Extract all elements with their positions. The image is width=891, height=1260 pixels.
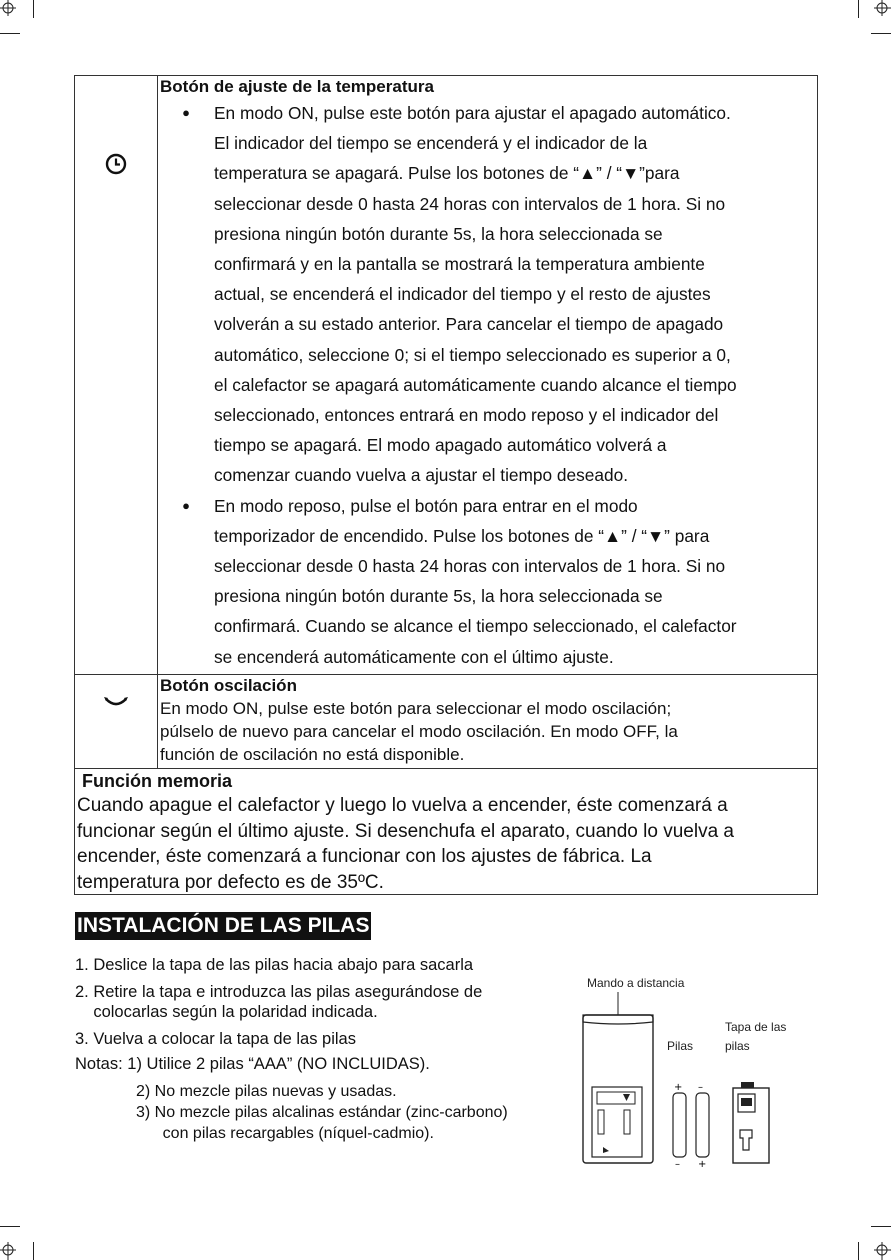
memory-body — [77, 793, 734, 895]
install-step: 1. Deslice la tapa de las pilas hacia abajo para sacarla — [75, 956, 474, 974]
clock-icon — [104, 152, 128, 181]
text-line: presiona ningún botón durante 5s, la hora seleccionada se — [214, 586, 663, 607]
text-line: Cuando apague el calefactor y luego lo vuelva a encender, éste comenzará a — [77, 795, 728, 816]
install-step: 3. Vuelva a colocar la tapa de las pilas — [75, 1030, 356, 1048]
text-line: el calefactor se apagará automáticamente cuando alcance el tiempo — [214, 374, 737, 395]
install-step: 2. Retire la tapa e introduzca las pilas asegurándose de — [75, 983, 483, 1001]
crop-mark — [33, 0, 34, 18]
section-heading: INSTALACIÓN DE LAS PILAS — [75, 912, 371, 940]
bullet-item — [158, 98, 817, 491]
text-line: temporizador de encendido. Pulse los botones de “▲” / “▼” para — [214, 525, 710, 546]
oscillation-icon — [103, 695, 129, 714]
bullet-text — [214, 491, 817, 672]
text-line: En modo ON, pulse este botón para seleccionar el modo oscilación; — [160, 699, 672, 718]
text-line: función de oscilación no está disponible. — [160, 745, 465, 764]
crosshair-mark-icon — [0, 1238, 30, 1260]
crop-mark — [871, 1226, 891, 1227]
text-line: tiempo se apagará. El modo apagado automático volverá a — [214, 435, 667, 456]
icon-cell — [75, 76, 158, 674]
svg-text:+: + — [698, 1159, 707, 1170]
text-line: El indicador del tiempo se encenderá y el indicador de la — [214, 133, 648, 154]
install-step: colocarlas según la polaridad indicada. — [75, 1003, 378, 1021]
text-line: volverán a su estado anterior. Para cancelar el tiempo de apagado — [214, 314, 724, 335]
oscillation-description — [158, 675, 817, 768]
text-line: automático, seleccione 0; si el tiempo seleccionado es superior a 0, — [214, 344, 731, 365]
crosshair-mark-icon — [873, 0, 891, 30]
crop-mark — [0, 33, 20, 34]
install-note: Notas: 1) Utilice 2 pilas “AAA” (NO INCLUIDAS). — [75, 1055, 430, 1073]
install-note: 2) No mezcle pilas nuevas y usadas. — [136, 1083, 397, 1100]
remote-control-illustration — [570, 970, 830, 1170]
batteries-label: Pilas — [667, 1039, 694, 1053]
memory-title: Función memoria — [82, 771, 233, 791]
cover-label: Tapa de las — [725, 1020, 787, 1034]
svg-text:–: – — [698, 1082, 703, 1093]
text-line: En modo ON, pulse este botón para ajustar el apagado automático. — [214, 103, 731, 123]
text-line: se encenderá automáticamente con el último ajuste. — [214, 646, 614, 667]
text-line: púlselo de nuevo para cancelar el modo oscilación. En modo OFF, la — [160, 722, 678, 741]
text-line: presiona ningún botón durante 5s, la hora seleccionada se — [214, 223, 663, 244]
bullet-icon: ● — [182, 497, 190, 513]
crop-mark — [33, 1242, 34, 1260]
oscillation-body — [158, 697, 817, 766]
bullet-icon: ● — [182, 105, 190, 120]
text-line: seleccionado, entonces entrará en modo reposo y el indicador del — [214, 405, 719, 426]
crop-mark — [871, 33, 891, 34]
temperature-button-title: Botón de ajuste de la temperatura — [160, 77, 434, 96]
memory-function-row — [75, 769, 817, 894]
crop-mark — [858, 1242, 859, 1260]
text-line: temperatura se apagará. Pulse los botones de “▲” / “▼”para — [214, 163, 680, 184]
crop-mark — [0, 1226, 20, 1227]
oscillation-title: Botón oscilación — [160, 676, 297, 695]
memory-function — [75, 769, 734, 894]
temperature-button-row — [75, 76, 817, 675]
text-line: confirmará y en la pantalla se mostrará la temperatura ambiente — [214, 254, 705, 275]
svg-text:+: + — [674, 1082, 683, 1093]
text-line: confirmará. Cuando se alcance el tiempo seleccionado, el calefactor — [214, 616, 737, 637]
battery-installation-diagram — [570, 970, 830, 1170]
crosshair-mark-icon — [0, 0, 30, 30]
text-line: comenzar cuando vuelva a ajustar el tiempo deseado. — [214, 465, 629, 486]
text-line: seleccionar desde 0 hasta 24 horas con intervalos de 1 hora. Si no — [214, 556, 726, 577]
bullet-text — [214, 98, 817, 491]
remote-label: Mando a distancia — [587, 976, 685, 990]
text-line: funcionar según el último ajuste. Si desenchufa el aparato, cuando lo vuelva a — [77, 820, 734, 842]
crop-mark — [858, 0, 859, 18]
oscillation-button-row — [75, 675, 817, 769]
crosshair-mark-icon — [873, 1238, 891, 1260]
text-line: temperatura por defecto es de 35ºC. — [77, 871, 384, 893]
text-line: encender, éste comenzará a funcionar con los ajustes de fábrica. La — [77, 846, 652, 867]
cover-label: pilas — [725, 1039, 750, 1053]
text-line: seleccionar desde 0 hasta 24 horas con intervalos de 1 hora. Si no — [214, 193, 726, 214]
bullet-item — [158, 491, 817, 672]
install-note: 3) No mezcle pilas alcalinas estándar (zinc-carbono) — [136, 1104, 508, 1121]
svg-text:–: – — [675, 1159, 680, 1170]
text-line: actual, se encenderá el indicador del tiempo y el resto de ajustes — [214, 284, 711, 305]
icon-cell — [75, 675, 158, 768]
temperature-button-description — [158, 76, 817, 674]
function-table — [74, 75, 818, 895]
text-line: En modo reposo, pulse el botón para entrar en el modo — [214, 495, 638, 516]
install-note: con pilas recargables (níquel-cadmio). — [136, 1125, 434, 1142]
